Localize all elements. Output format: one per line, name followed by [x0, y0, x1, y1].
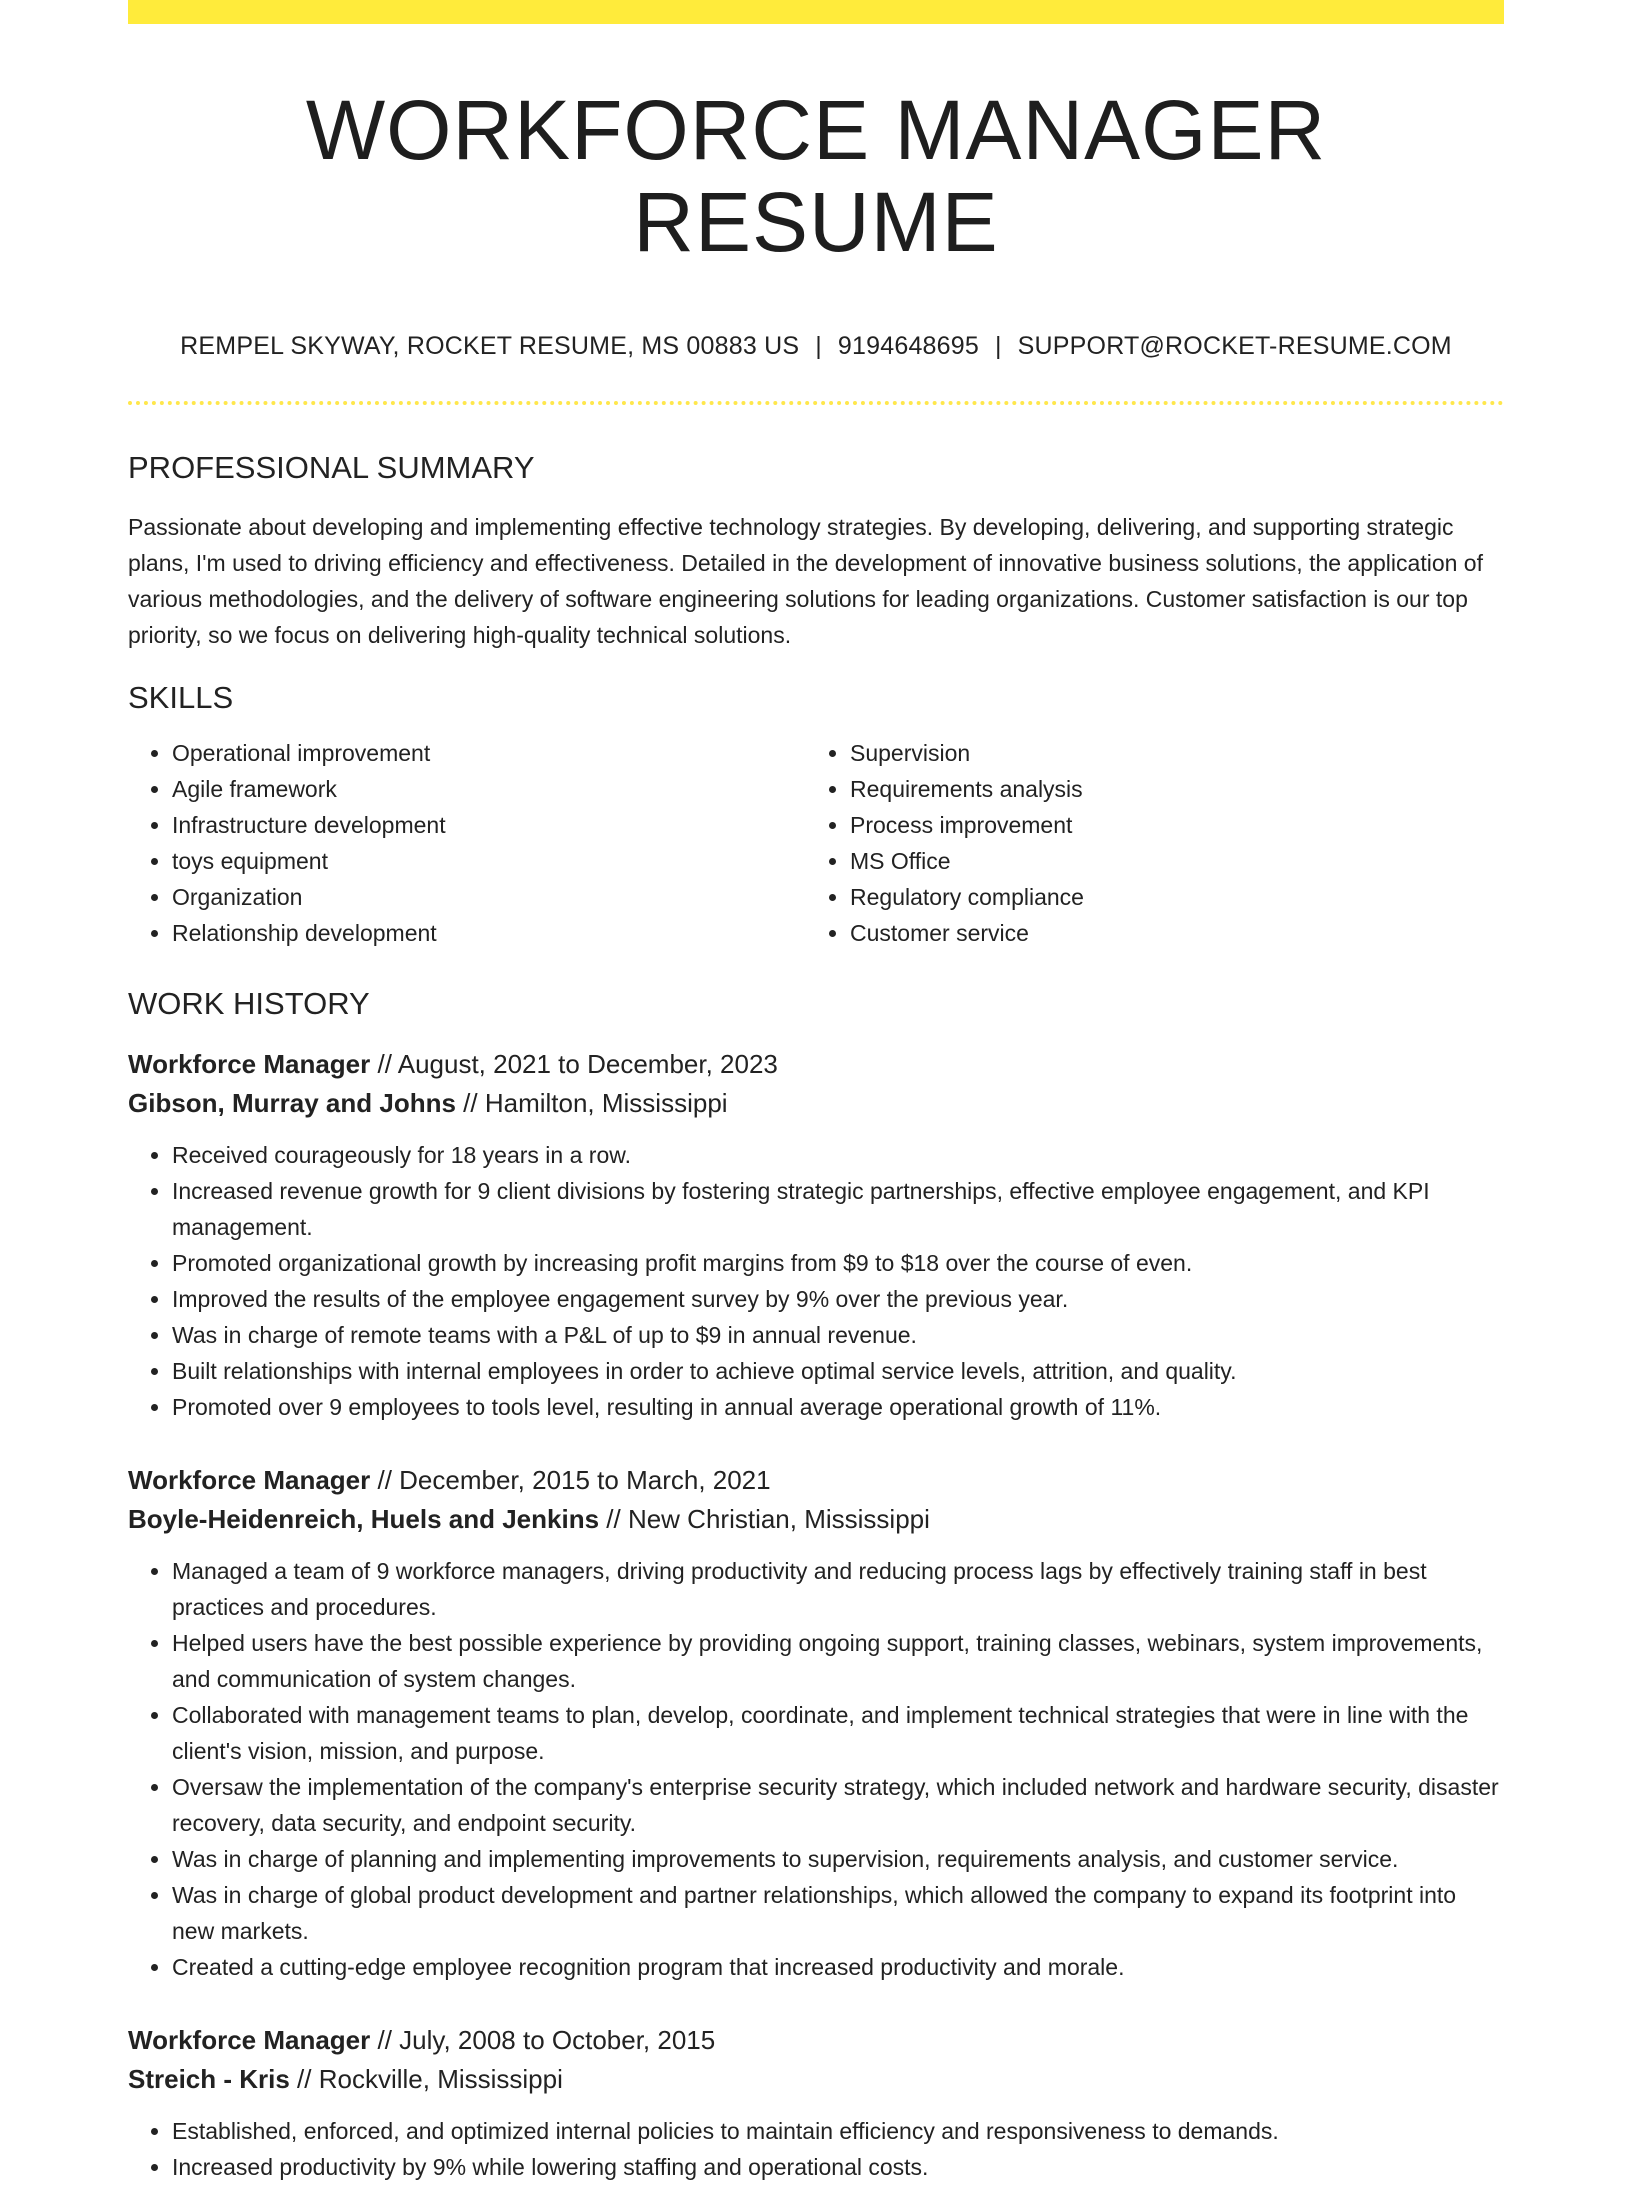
job-entry — [128, 2021, 1504, 2185]
skill-item: • Organization — [172, 879, 806, 915]
contact-email: SUPPORT@ROCKET-RESUME.COM — [1017, 331, 1452, 360]
job-bullets — [128, 2113, 1504, 2185]
job-entry — [128, 1045, 1504, 1425]
skill-item: • Regulatory compliance — [850, 879, 1484, 915]
job-bullet: • Was in charge of remote teams with a P&L of up to $9 in annual revenue. — [172, 1317, 1504, 1353]
job-company-line — [128, 1084, 1504, 1123]
work-history-heading: WORK HISTORY — [128, 985, 370, 1021]
job-title: Workforce Manager — [128, 1049, 371, 1080]
skill-item: • toys equipment — [172, 843, 806, 879]
job-title-line — [128, 1461, 1504, 1500]
job-bullets — [128, 1553, 1504, 1985]
skill-item: • Infrastructure development — [172, 807, 806, 843]
skills-columns — [128, 735, 1504, 951]
skill-item: • Requirements analysis — [850, 771, 1484, 807]
job-bullet: • Helped users have the best possible experience by providing ongoing support, training classes, webinars, system improvements, and communication of system changes. — [172, 1625, 1504, 1697]
job-company: Streich - Kris — [128, 2064, 290, 2095]
job-location: // New Christian, Mississippi — [599, 1504, 930, 1535]
skill-item: • Process improvement — [850, 807, 1484, 843]
job-location: // Hamilton, Mississippi — [455, 1088, 728, 1119]
contact-address: REMPEL SKYWAY, ROCKET RESUME, MS 00883 US — [180, 331, 800, 360]
summary-text: Passionate about developing and implementing effective technology strategies. By developing, delivering, and supporting strategic plans, I'm used to driving efficiency and effectiveness. Detailed in the development of innovative business solutions, the application of various methodologies, and the delivery of software engineering solutions for leading organizations. Customer satisfaction is our top priority, so we focus on delivering high-quality technical solutions. — [128, 513, 1483, 648]
job-bullet: • Improved the results of the employee engagement survey by 9% over the previous year. — [172, 1281, 1504, 1317]
job-bullet: • Increased productivity by 9% while lowering staffing and operational costs. — [172, 2149, 1504, 2185]
skill-item: • Supervision — [850, 735, 1484, 771]
job-bullet: • Established, enforced, and optimized internal policies to maintain efficiency and responsiveness to demands. — [172, 2113, 1504, 2149]
skill-item: • Relationship development — [172, 915, 806, 951]
job-bullets — [128, 1137, 1504, 1425]
skills-heading: SKILLS — [128, 679, 234, 715]
job-bullet: • Promoted over 9 employees to tools level, resulting in annual average operational growth of 11%. — [172, 1389, 1504, 1425]
job-dates: // July, 2008 to October, 2015 — [370, 2025, 716, 2056]
job-bullet: • Oversaw the implementation of the company's enterprise security strategy, which included network and hardware security, disaster recovery, data security, and endpoint security. — [172, 1769, 1504, 1841]
job-entry — [128, 1461, 1504, 1985]
job-bullet: • Built relationships with internal employees in order to achieve optimal service levels, attrition, and quality. — [172, 1353, 1504, 1389]
job-dates: // August, 2021 to December, 2023 — [370, 1049, 778, 1080]
skills-right-list — [806, 735, 1484, 951]
job-title-line — [128, 2021, 1504, 2060]
job-company: Boyle-Heidenreich, Huels and Jenkins — [128, 1504, 600, 1535]
dotted-divider — [128, 401, 1504, 405]
skill-item: • Operational improvement — [172, 735, 806, 771]
job-bullet: • Increased revenue growth for 9 client divisions by fostering strategic partnerships, effective employee engagement, and KPI management. — [172, 1173, 1504, 1245]
summary-heading: PROFESSIONAL SUMMARY — [128, 449, 535, 485]
job-bullet: • Received courageously for 18 years in a row. — [172, 1137, 1504, 1173]
skill-item: • Agile framework — [172, 771, 806, 807]
contact-separator: | — [815, 331, 822, 360]
job-company-line — [128, 1500, 1504, 1539]
skill-item: • Customer service — [850, 915, 1484, 951]
job-title: Workforce Manager — [128, 1465, 371, 1496]
contact-separator: | — [994, 331, 1002, 360]
job-title: Workforce Manager — [128, 2025, 371, 2056]
job-bullet: • Promoted organizational growth by increasing profit margins from $9 to $18 over the course of even. — [172, 1245, 1504, 1281]
resume-page — [128, 0, 1504, 2185]
job-location: // Rockville, Mississippi — [289, 2064, 563, 2095]
job-bullet: • Managed a team of 9 workforce managers, driving productivity and reducing process lags by effectively training staff in best practices and procedures. — [172, 1553, 1504, 1625]
job-company: Gibson, Murray and Johns — [128, 1088, 456, 1119]
job-dates: // December, 2015 to March, 2021 — [370, 1465, 771, 1496]
contact-line — [128, 331, 1504, 361]
job-bullet: • Created a cutting-edge employee recognition program that increased productivity and morale. — [172, 1949, 1504, 1985]
resume-title: WORKFORCE MANAGER RESUME — [305, 83, 1327, 270]
job-bullet: • Was in charge of planning and implementing improvements to supervision, requirements analysis, and customer service. — [172, 1841, 1504, 1877]
skills-left-list — [128, 735, 806, 951]
job-bullet: • Collaborated with management teams to plan, develop, coordinate, and implement technical strategies that were in line with the client's vision, mission, and purpose. — [172, 1697, 1504, 1769]
job-bullet: • Was in charge of global product development and partner relationships, which allowed the company to expand its footprint into new markets. — [172, 1877, 1504, 1949]
job-title-line — [128, 1045, 1504, 1084]
contact-phone: 9194648695 — [837, 331, 979, 360]
accent-top-bar — [128, 0, 1504, 24]
job-company-line — [128, 2060, 1504, 2099]
skill-item: • MS Office — [850, 843, 1484, 879]
